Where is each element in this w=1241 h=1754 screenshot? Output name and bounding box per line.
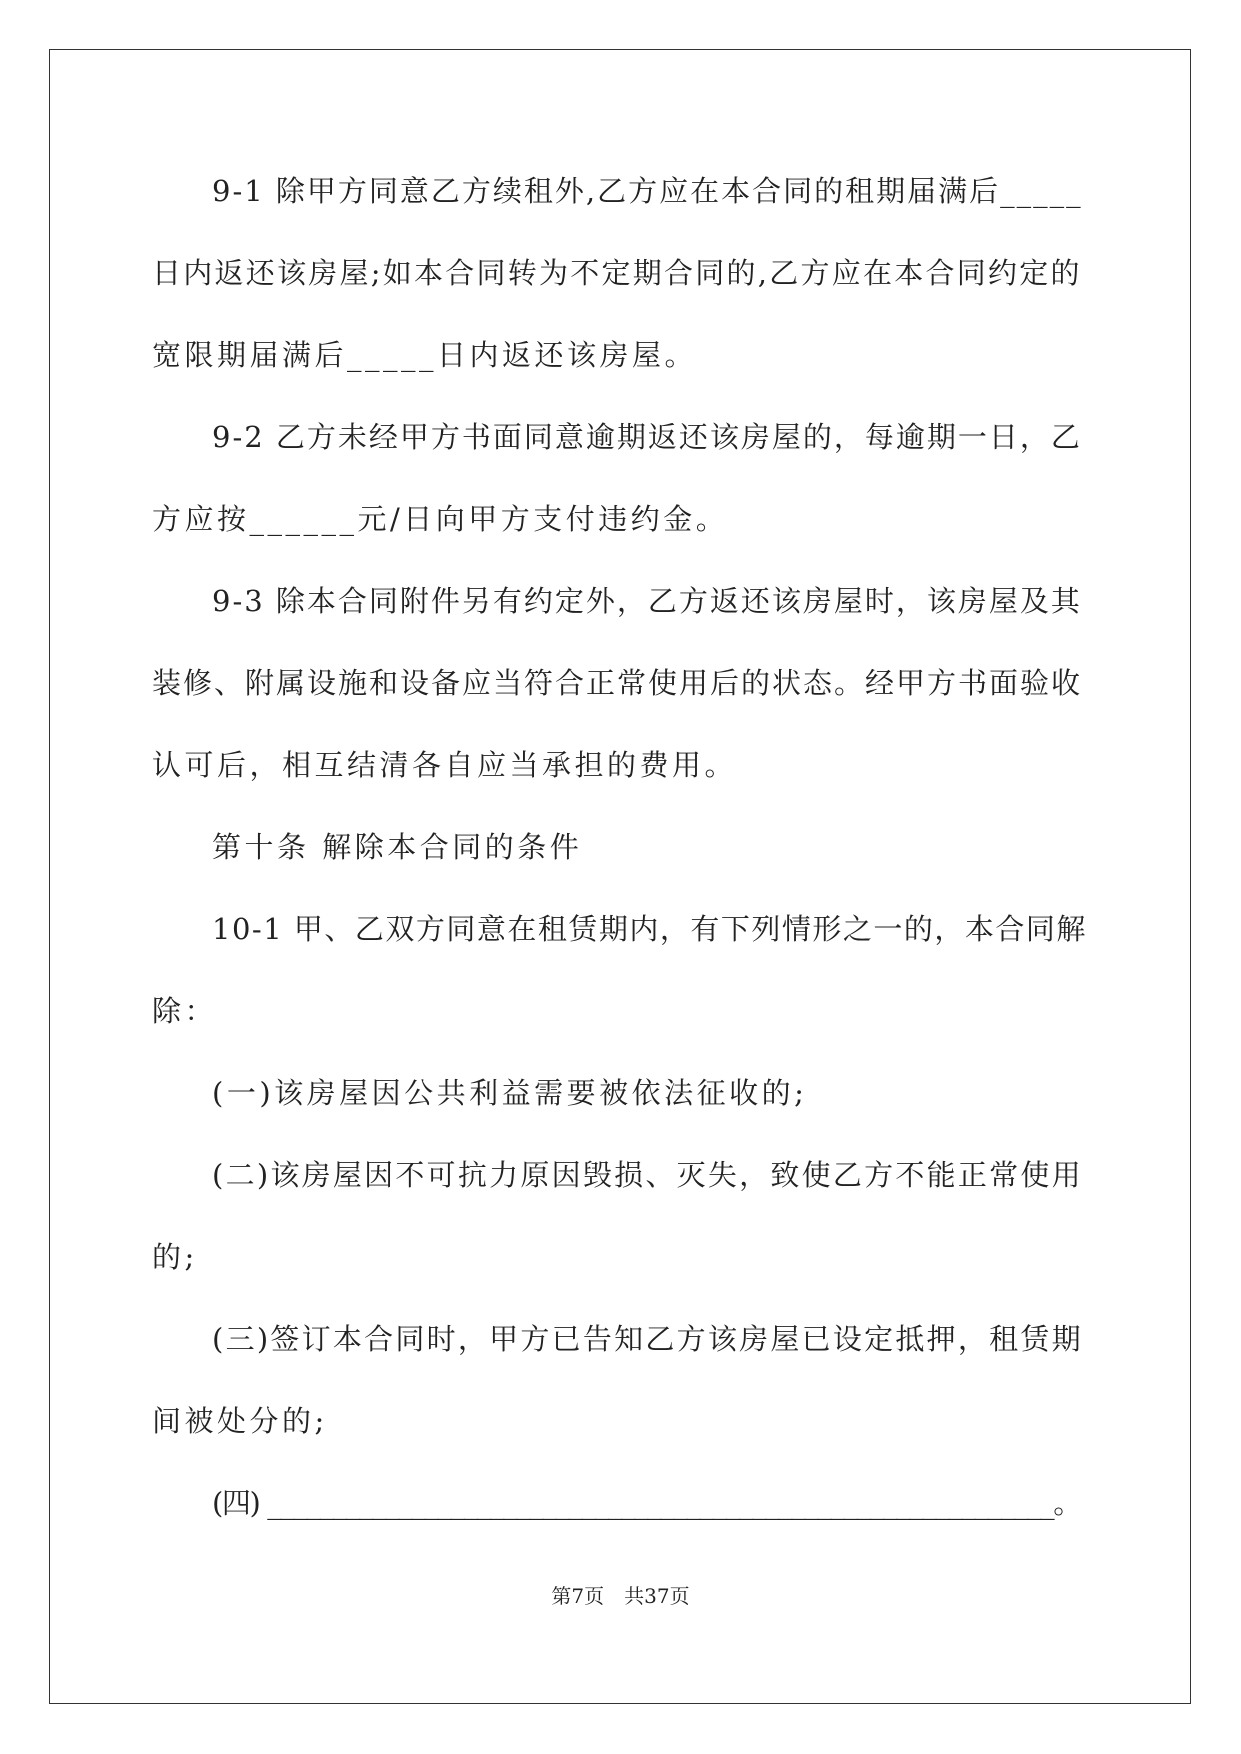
clause-9-1-line-3: 宽限期届满后_____日内返还该房屋。 [152,338,698,372]
clause-9-1-line-2: 日内返还该房屋;如本合同转为不定期合同的,乙方应在本合同约定的 [152,256,1082,290]
page-footer: 第7页 共37页 [551,1584,690,1608]
item-3-line-2: 间被处分的; [152,1404,328,1438]
clause-10-1-line-2: 除： [152,994,218,1028]
item-3-line-1: (三)签订本合同时，甲方已告知乙方该房屋已设定抵押，租赁期 [212,1322,1083,1356]
item-2-line-1: (二)该房屋因不可抗力原因毁损、灭失，致使乙方不能正常使用 [212,1158,1083,1192]
clause-9-2-line-2: 方应按______元/日向甲方支付违约金。 [152,502,729,536]
clause-9-3-line-1: 9-3 除本合同附件另有约定外，乙方返还该房屋时，该房屋及其 [212,584,1082,618]
item-1: (一)该房屋因公共利益需要被依法征收的; [212,1076,808,1110]
clause-9-1-line-1: 9-1 除甲方同意乙方续租外,乙方应在本合同的租期届满后_____ [212,174,1083,208]
article-10-heading: 第十条 解除本合同的条件 [212,830,583,864]
clause-9-3-line-2: 装修、附属设施和设备应当符合正常使用后的状态。经甲方书面验收 [152,666,1083,700]
document-body [152,150,1087,1544]
clause-10-1-line-1: 10-1 甲、乙双方同意在租赁期内，有下列情形之一的，本合同解 [212,912,1087,946]
item-4: (四) ____________________________________________________________。 [212,1486,1081,1520]
item-2-line-2: 的; [152,1240,198,1274]
clause-9-2-line-1: 9-2 乙方未经甲方书面同意逾期返还该房屋的，每逾期一日，乙 [212,420,1082,454]
clause-9-3-line-3: 认可后，相互结清各自应当承担的费用。 [152,748,738,782]
